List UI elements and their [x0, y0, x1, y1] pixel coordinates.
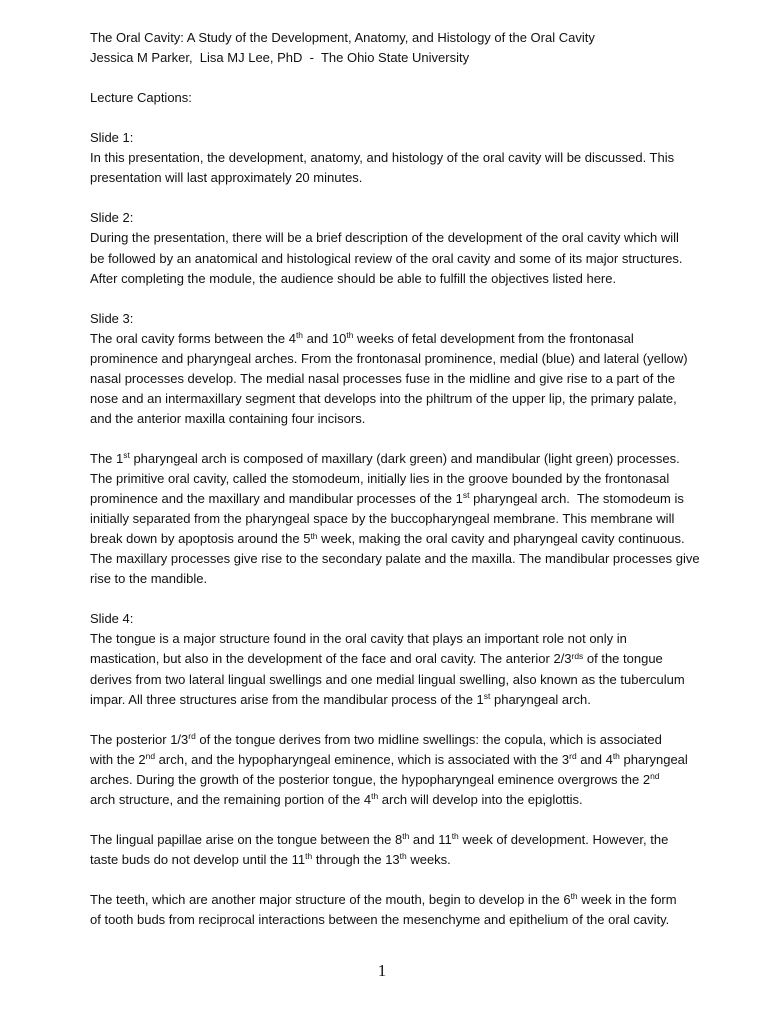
slide-label: Slide 4: [90, 611, 134, 627]
text-run: weeks of fetal development from the frontonasal [353, 330, 634, 346]
document-header [90, 28, 750, 68]
text-line [90, 670, 750, 690]
text-line [90, 329, 750, 349]
caption-paragraph [90, 890, 750, 930]
document-body [90, 28, 750, 950]
caption-paragraph [90, 329, 750, 429]
superscript: th [310, 530, 318, 541]
text-line [90, 649, 750, 669]
slide-label: Slide 2: [90, 210, 134, 226]
text-line [90, 509, 750, 529]
text-run: In this presentation, the development, anatomy, and histology of the oral cavity will be discussed. This [90, 150, 675, 166]
text-line [90, 409, 750, 429]
superscript: rds [571, 650, 584, 661]
text-line [90, 850, 750, 870]
text-line [90, 770, 750, 790]
text-line [90, 750, 750, 770]
text-line [90, 690, 750, 710]
superscript: th [612, 751, 620, 762]
text-run: with the 2 [90, 751, 146, 767]
text-run: week, making the oral cavity and pharyngeal cavity continuous. [317, 531, 685, 547]
text-line [90, 549, 750, 569]
superscript: th [399, 851, 407, 862]
text-run: nasal processes develop. The medial nasal processes fuse in the midline and give rise to a part of the [90, 370, 676, 386]
text-run: and 11 [409, 831, 452, 847]
superscript: th [295, 330, 303, 341]
text-line [90, 389, 750, 409]
text-run: and 10 [302, 330, 347, 346]
slide-label: Slide 1: [90, 130, 134, 146]
superscript: rd [188, 731, 196, 741]
text-line [90, 249, 750, 269]
text-run: nose and an intermaxillary segment that develops into the philtrum of the upper lip, the primary palate, [90, 390, 677, 406]
text-run: The 1 [90, 450, 124, 466]
text-run: be followed by an anatomical and histological review of the oral cavity and some of its major structures. [90, 250, 683, 266]
text-run: of the tongue [583, 651, 663, 667]
text-run: and 4 [576, 751, 613, 767]
author-line: Jessica M Parker, Lisa MJ Lee, PhD - The Ohio State University [90, 50, 470, 66]
text-run: of tooth buds from reciprocal interactions between the mesenchyme and epithelium of the oral cavity. [90, 912, 670, 928]
text-run: presentation will last approximately 20 minutes. [90, 170, 363, 186]
superscript: th [570, 891, 578, 902]
text-run: and the anterior maxilla containing four incisors. [90, 410, 366, 426]
caption-paragraph [90, 228, 750, 288]
caption-paragraph [90, 148, 750, 188]
superscript: th [451, 831, 459, 842]
text-run: The tongue is a major structure found in the oral cavity that plays an important role not only in [90, 631, 627, 647]
text-line [90, 890, 750, 910]
superscript: rd [569, 751, 577, 762]
text-line [90, 569, 750, 589]
superscript: st [123, 450, 130, 461]
superscript: st [483, 690, 491, 701]
text-line [90, 830, 750, 850]
superscript: nd [650, 771, 660, 782]
slide-section [90, 208, 750, 288]
caption-paragraph [90, 730, 750, 810]
slide-section [90, 309, 750, 590]
text-run: The primitive oral cavity, called the stomodeum, initially lies in the groove bounded by the frontonasal [90, 471, 670, 487]
text-run: arches. During the growth of the posterior tongue, the hypopharyngeal eminence overgrows the 2 [90, 771, 651, 787]
text-run: The lingual papillae arise on the tongue between the 8 [90, 831, 403, 847]
text-line [90, 489, 750, 509]
superscript: th [402, 831, 410, 842]
text-run: During the presentation, there will be a brief description of the development of the oral cavity which will [90, 230, 679, 246]
text-run: pharyngeal arch is composed of maxillary (dark green) and mandibular (light green) processes. [129, 450, 680, 466]
text-line [90, 349, 750, 369]
text-line [90, 469, 750, 489]
text-line [90, 228, 750, 248]
text-line [90, 910, 750, 930]
text-run: The oral cavity forms between the 4 [90, 330, 296, 346]
text-run: taste buds do not develop until the 11 [90, 851, 306, 867]
text-run: break down by apoptosis around the 5 [90, 531, 311, 547]
text-line [90, 449, 750, 469]
text-run: week of development. However, the [458, 831, 669, 847]
text-run: pharyngeal arch. The stomodeum is [469, 491, 684, 507]
superscript: th [346, 330, 354, 341]
text-line [90, 269, 750, 289]
text-line [90, 629, 750, 649]
text-run: arch, and the hypopharyngeal eminence, which is associated with the 3 [155, 751, 570, 767]
text-run: impar. All three structures arise from the mandibular process of the 1 [90, 691, 484, 707]
text-run: arch will develop into the epiglottis. [378, 791, 583, 807]
slides-list [90, 128, 750, 930]
text-run: week in the form [577, 892, 677, 908]
text-line [90, 529, 750, 549]
text-run: mastication, but also in the development of the face and oral cavity. The anterior 2/3 [90, 651, 572, 667]
slide-section [90, 609, 750, 930]
slide-section [90, 128, 750, 188]
caption-paragraph [90, 449, 750, 589]
text-run: prominence and pharyngeal arches. From the frontonasal prominence, medial (blue) and lateral (yellow) [90, 350, 688, 366]
text-line [90, 790, 750, 810]
page-number: 1 [377, 961, 387, 980]
text-run: of the tongue derives from two midline swellings: the copula, which is associated [195, 731, 662, 747]
text-run: The posterior 1/3 [90, 731, 189, 747]
text-run: initially separated from the pharyngeal space by the buccopharyngeal membrane. This membrane will [90, 511, 675, 527]
text-run: through the 13 [312, 851, 400, 867]
text-line [90, 369, 750, 389]
text-line [90, 168, 750, 188]
text-run: prominence and the maxillary and mandibular processes of the 1 [90, 491, 463, 507]
text-run: derives from two lateral lingual swellings and one medial lingual swelling, also known as the tuberculum [90, 671, 685, 687]
text-line [90, 730, 750, 750]
section-heading: Lecture Captions: [90, 90, 192, 106]
superscript: nd [145, 751, 156, 762]
text-run: After completing the module, the audience should be able to fulfill the objectives listed here. [90, 270, 617, 286]
text-run: pharyngeal arch. [490, 691, 591, 707]
text-run: The teeth, which are another major structure of the mouth, begin to develop in the 6 [90, 892, 571, 908]
text-run: rise to the mandible. [90, 571, 208, 587]
caption-paragraph [90, 830, 750, 870]
text-line [90, 148, 750, 168]
text-run: weeks. [406, 851, 451, 867]
document-title: The Oral Cavity: A Study of the Development, Anatomy, and Histology of the Oral Cavity [90, 30, 595, 45]
superscript: st [462, 490, 470, 501]
superscript: th [371, 791, 379, 802]
superscript: th [305, 851, 313, 862]
slide-label: Slide 3: [90, 310, 134, 326]
text-run: arch structure, and the remaining portion of the 4 [90, 791, 372, 807]
text-run: pharyngeal [619, 751, 688, 767]
text-run: The maxillary processes give rise to the secondary palate and the maxilla. The mandibular processes give [90, 551, 700, 567]
caption-paragraph [90, 629, 750, 709]
